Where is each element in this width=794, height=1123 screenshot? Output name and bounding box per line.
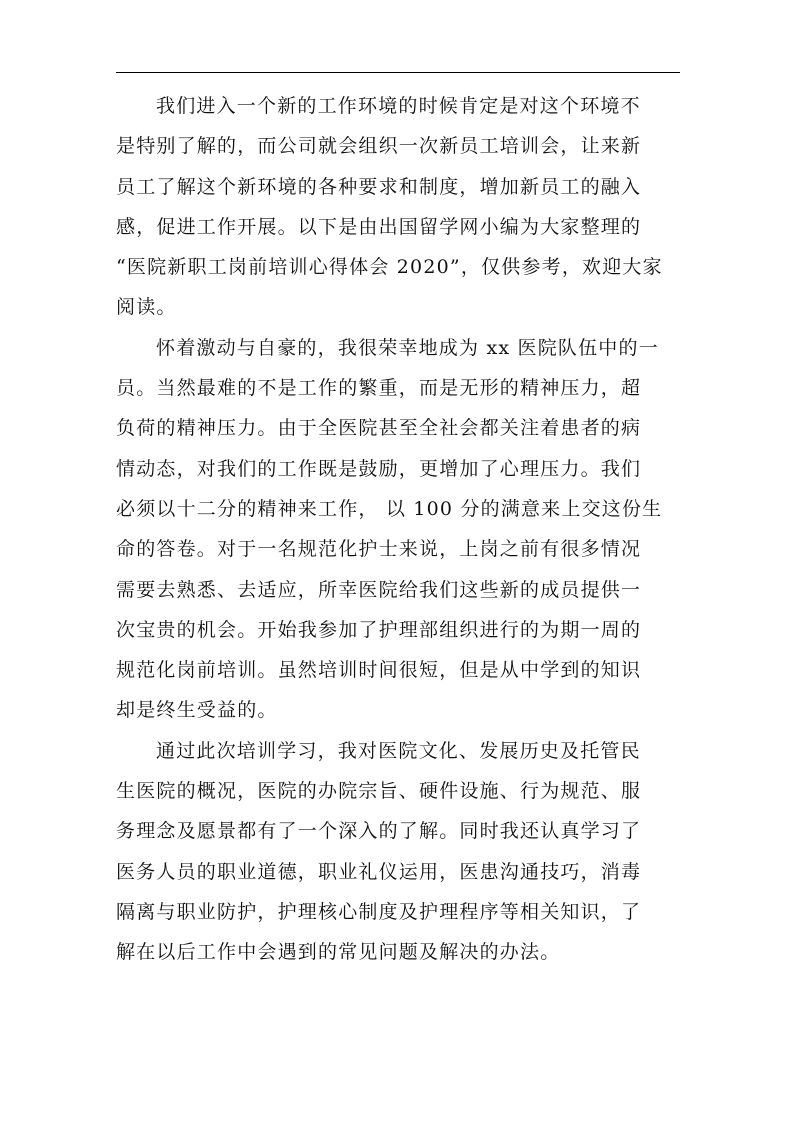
text-line: 员工了解这个新环境的各种要求和制度，增加新员工的融入 [116,175,642,198]
paragraph-3 [116,731,680,973]
text-line: 隔离与职业防护，护理核心制度及护理程序等相关知识，了 [116,900,642,923]
text-line: 务理念及愿景都有了一个深入的了解。同时我还认真学习了 [116,820,642,843]
text-line: 必须以十二分的精神来工作， 以 100 分的满意来上交这份生 [116,497,663,520]
text-line: 医务人员的职业道德，职业礼仪运用，医患沟通技巧，消毒 [116,860,642,883]
text-line: 感，促进工作开展。以下是由出国留学网小编为大家整理的 [116,215,642,238]
text-line: 却是终生受益的。 [116,699,278,722]
header-rule [116,72,680,73]
text-line: 命的答卷。对于一名规范化护士来说，上岗之前有很多情况 [116,538,642,561]
text-line: 负荷的精神压力。由于全医院甚至全社会都关注着患者的病 [116,417,642,440]
text-line: 情动态，对我们的工作既是鼓励，更增加了心理压力。我们 [116,457,642,480]
paragraph-1 [116,86,680,328]
text-line: 次宝贵的机会。开始我参加了护理部组织进行的为期一周的 [116,618,642,641]
text-line: 阅读。 [116,296,177,319]
paragraph-2 [116,328,680,731]
text-line: 员。当然最难的不是工作的繁重，而是无形的精神压力，超 [116,377,642,400]
text-line: “医院新职工岗前培训心得体会 2020”，仅供参考，欢迎大家 [116,256,663,279]
text-line: 需要去熟悉、去适应，所幸医院给我们这些新的成员提供一 [116,578,642,601]
text-line: 通过此次培训学习，我对医院文化、发展历史及托管民 [156,739,641,762]
text-line: 规范化岗前培训。虽然培训时间很短，但是从中学到的知识 [116,659,642,682]
text-line: 生医院的概况，医院的办院宗旨、硬件设施、行为规范、服 [116,780,642,803]
document-body [116,86,680,973]
text-line: 是特别了解的，而公司就会组织一次新员工培训会，让来新 [116,135,642,158]
text-line: 解在以后工作中会遇到的常见问题及解决的办法。 [116,941,561,964]
text-line: 怀着激动与自豪的，我很荣幸地成为 xx 医院队伍中的一 [156,336,659,359]
text-line: 我们进入一个新的工作环境的时候肯定是对这个环境不 [156,95,641,117]
